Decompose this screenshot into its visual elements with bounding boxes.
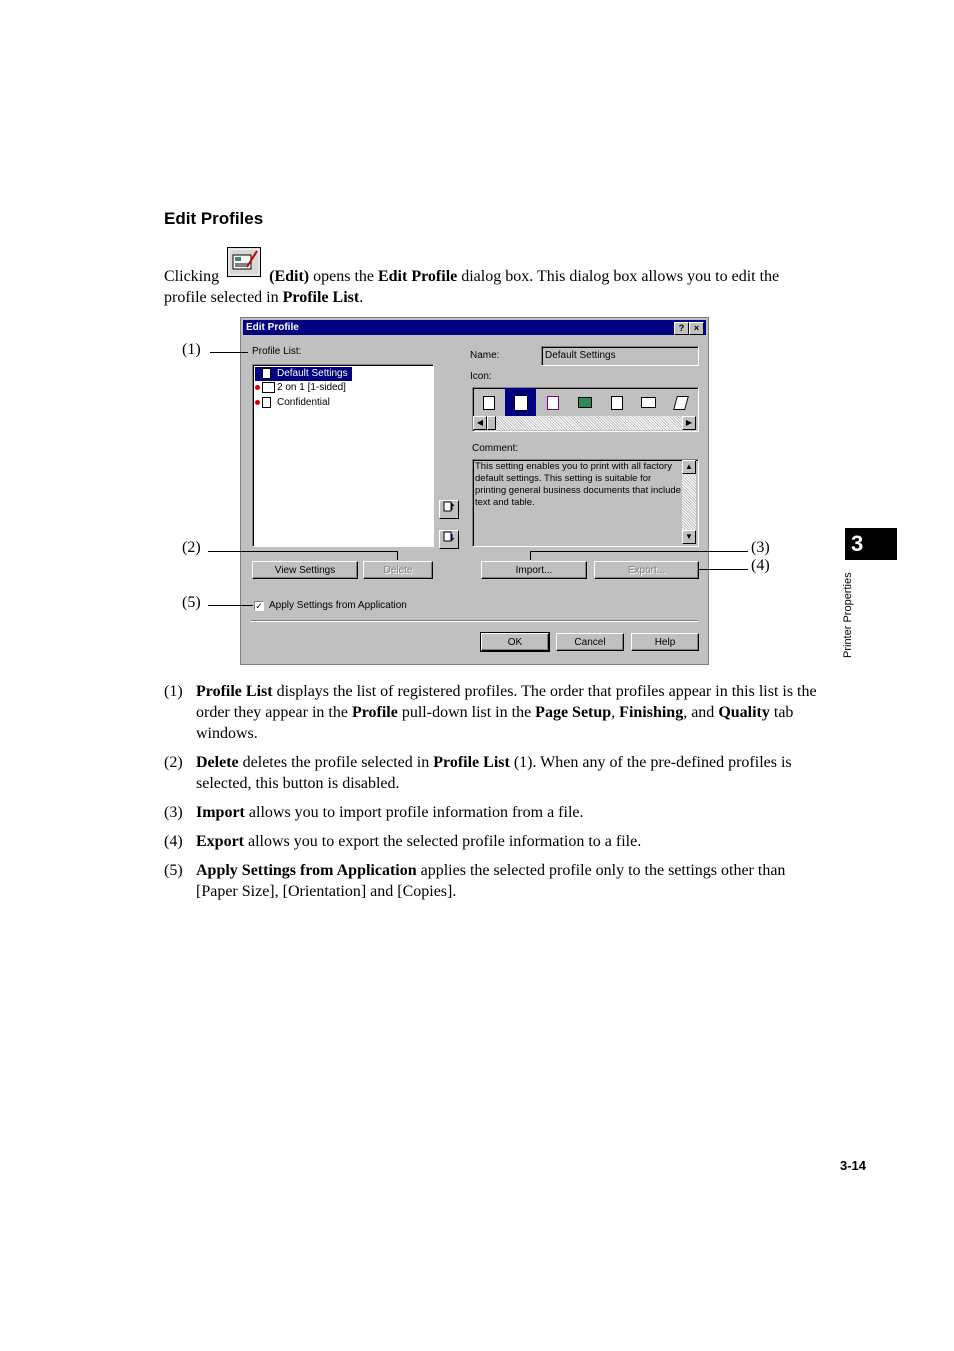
item-text: ,	[611, 704, 620, 721]
icon-picker[interactable]	[472, 387, 699, 432]
help-button[interactable]: Help	[631, 633, 699, 651]
profile-icon-option[interactable]	[569, 388, 600, 417]
edit-icon	[227, 247, 261, 277]
item-number: (5)	[164, 862, 183, 879]
profile-listbox[interactable]	[252, 364, 434, 547]
profile-item-label: Default Settings	[277, 368, 348, 379]
predefined-marker-icon	[255, 400, 260, 405]
comment-field[interactable]	[472, 459, 699, 547]
callout-3-line	[530, 551, 748, 552]
item-term: Delete	[196, 754, 239, 771]
item-text: pull-down list in the	[397, 704, 536, 721]
comment-label: Comment:	[472, 443, 519, 454]
callout-5-line	[208, 605, 253, 606]
item-text: allows you to export the selected profile information to a file.	[244, 833, 642, 850]
item-term: Profile List	[196, 683, 273, 700]
callout-5: (5)	[182, 594, 201, 611]
apply-settings-checkbox[interactable]: ✓	[255, 601, 263, 611]
item-text: allows you to import profile information from a file.	[244, 804, 584, 821]
description-item	[164, 802, 824, 823]
icon-scroll-thumb[interactable]	[487, 416, 496, 430]
description-item	[164, 752, 824, 794]
chapter-tab: 3	[845, 528, 897, 560]
profile-doc-icon	[262, 397, 271, 408]
item-text: deletes the profile selected in	[238, 754, 434, 771]
intro-profile-list: Profile List	[282, 289, 360, 306]
chapter-title: Printer Properties	[842, 572, 854, 658]
callout-4: (4)	[751, 557, 770, 574]
intro-clicking: Clicking	[164, 268, 220, 285]
export-button[interactable]: Export...	[594, 561, 699, 579]
profile-icon-option[interactable]	[601, 388, 632, 417]
view-settings-button[interactable]: View Settings	[252, 561, 358, 579]
intro-paragraph	[164, 255, 824, 308]
comment-scroll-track[interactable]	[682, 474, 696, 530]
name-label: Name:	[470, 350, 500, 361]
profile-icon-option[interactable]	[633, 388, 664, 417]
profile-list-label: Profile List:	[252, 346, 302, 357]
predefined-marker-icon	[255, 385, 260, 390]
intro-opens: opens the	[313, 268, 374, 285]
profile-doc-icon	[262, 368, 271, 379]
description-list	[164, 681, 824, 910]
item-text: displays the list of registered profiles. The order that profiles appear in this list is the order they appear in the	[196, 683, 817, 721]
page-number: 3-14	[840, 1158, 867, 1173]
dialog-titlebar	[243, 320, 706, 335]
callout-2-line	[208, 551, 398, 552]
name-value: Default Settings	[545, 350, 616, 361]
item-text: (1). When any of the pre-defined profiles is selected, this button is disabled.	[196, 754, 792, 792]
item-number: (2)	[164, 754, 183, 771]
item-term: Import	[196, 804, 245, 821]
item-term: Apply Settings from Application	[196, 862, 417, 879]
item-bold: Quality	[718, 704, 770, 721]
item-text: , and	[683, 704, 719, 721]
move-down-icon	[443, 531, 455, 543]
profile-icon-option[interactable]	[473, 388, 504, 417]
apply-settings-label: Apply Settings from Application	[269, 600, 407, 611]
profile-item-label: Confidential	[277, 397, 330, 408]
profile-item-default[interactable]	[255, 367, 352, 381]
comment-scroll-up-button[interactable]: ▲	[682, 460, 696, 474]
callout-1-line	[210, 352, 248, 353]
item-bold: Page Setup	[535, 704, 612, 721]
callout-2: (2)	[182, 539, 201, 556]
profile-icon-option[interactable]	[665, 388, 696, 417]
booklet-icon	[673, 396, 689, 410]
item-bold: Profile List	[433, 754, 510, 771]
item-bold: Finishing	[619, 704, 684, 721]
doc-graphic-icon	[547, 396, 559, 410]
move-up-icon	[443, 501, 455, 513]
dialog-separator	[251, 620, 698, 622]
comment-text: This setting enables you to print with all factory default settings. This setting is suitable for printing general business documents that include text and table.	[475, 461, 681, 508]
delete-button[interactable]: Delete	[363, 561, 433, 579]
photo-icon	[578, 397, 592, 408]
move-up-button[interactable]	[439, 500, 459, 519]
icon-scroll-track[interactable]	[487, 416, 682, 430]
intro-edit-profile: Edit Profile	[377, 268, 458, 285]
comment-scroll-down-button[interactable]: ▼	[682, 530, 696, 544]
item-number: (1)	[164, 683, 183, 700]
profile-2up-icon	[262, 382, 275, 393]
import-button[interactable]: Import...	[481, 561, 587, 579]
move-down-button[interactable]	[439, 530, 459, 549]
profile-icon-option-selected[interactable]	[505, 388, 536, 417]
title-close-button[interactable]: ×	[689, 322, 704, 335]
name-field[interactable]	[541, 346, 699, 366]
icon-label: Icon:	[470, 371, 492, 382]
doc-lines-icon	[483, 396, 495, 410]
item-number: (3)	[164, 804, 183, 821]
callout-3-tick	[530, 551, 531, 560]
doc-text-icon	[611, 396, 623, 410]
ok-button[interactable]: OK	[481, 633, 549, 651]
profile-item-label: 2 on 1 [1-sided]	[277, 382, 346, 393]
doc-selected-icon	[515, 396, 527, 410]
callout-3: (3)	[751, 539, 770, 556]
scroll-right-button[interactable]: ▶	[682, 416, 696, 430]
scroll-left-button[interactable]: ◀	[473, 416, 487, 430]
callout-4-line	[698, 569, 748, 570]
description-item	[164, 860, 824, 902]
edit-profile-dialog	[240, 317, 709, 665]
cancel-button[interactable]: Cancel	[556, 633, 624, 651]
item-text: applies the selected profile only to the settings other than [Paper Size], [Orientation] and [Copies].	[196, 862, 786, 900]
callout-2-tick	[397, 551, 398, 560]
profile-item-confidential[interactable]	[255, 396, 334, 410]
item-number: (4)	[164, 833, 183, 850]
intro-period: .	[359, 289, 364, 306]
profile-icon-option[interactable]	[537, 388, 568, 417]
description-item	[164, 681, 824, 744]
dialog-title: Edit Profile	[246, 322, 299, 333]
description-item	[164, 831, 824, 852]
intro-rest: dialog box. This dialog box allows you to edit the profile selected in	[164, 268, 780, 306]
callout-1: (1)	[182, 341, 201, 358]
title-help-button[interactable]: ?	[674, 322, 689, 335]
two-up-icon	[641, 397, 656, 408]
item-bold: Profile	[351, 704, 398, 721]
profile-item-2on1[interactable]	[255, 381, 350, 395]
item-term: Export	[196, 833, 244, 850]
item-text: tab windows.	[196, 704, 794, 742]
intro-edit: (Edit)	[269, 268, 310, 285]
section-heading: Edit Profiles	[164, 209, 264, 228]
